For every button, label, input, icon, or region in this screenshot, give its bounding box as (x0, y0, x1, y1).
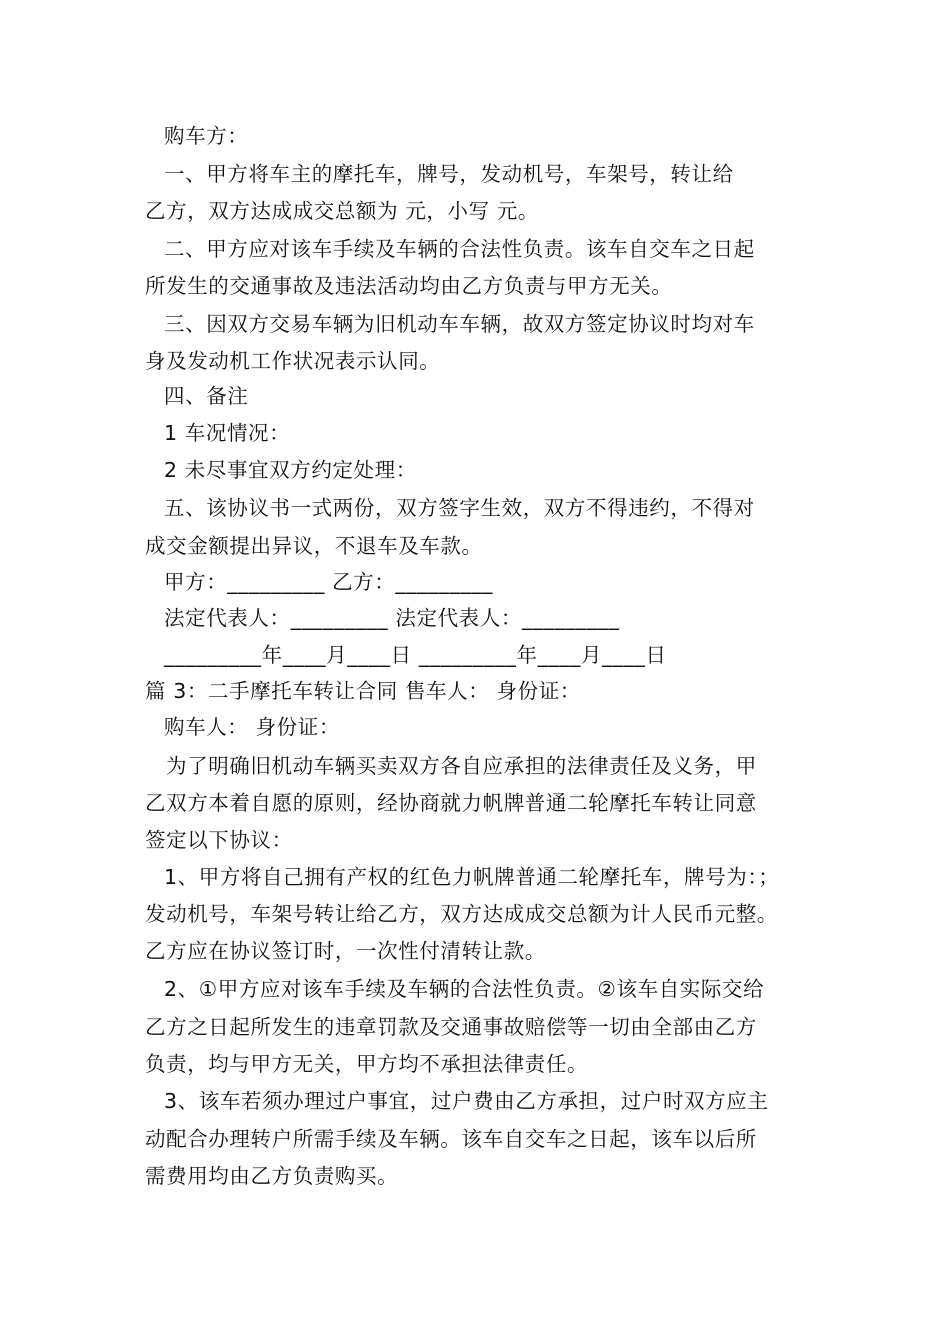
article-3-line-1: 3、该车若须办理过户事宜，过户费由乙方承担，过户时双方应主 (164, 1089, 769, 1113)
preamble-line-3: 签定以下协议： (145, 828, 293, 852)
clause-3-line-2: 身及发动机工作状况表示认同。 (145, 349, 441, 373)
article-1-line-1: 1、甲方将自己拥有产权的红色力帆牌普通二轮摩托车，牌号为：； (164, 865, 780, 889)
clause-1-line-2: 乙方，双方达成成交总额为 元，小写 元。 (145, 199, 540, 223)
buyer-label-line: 购车方： (164, 124, 249, 148)
date-line: _________年____月____日 _________年____月____日 (164, 643, 667, 667)
party-signature-line: 甲方：_________ 乙方：_________ (164, 570, 494, 594)
article-2-line-3: 负责，均与甲方无关，甲方均不承担法律责任。 (145, 1052, 589, 1076)
clause-5-line-2: 成交金额提出异议，不退车及车款。 (145, 534, 483, 558)
clause-5-line-1: 五、该协议书一式两份，双方签字生效，双方不得违约，不得对 (164, 496, 755, 520)
remark-2-line: 2 未尽事宜双方约定处理： (164, 458, 417, 482)
preamble-line-1: 为了明确旧机动车辆买卖双方各自应承担的法律责任及义务，甲 (166, 754, 757, 778)
article-1-line-3: 乙方应在协议签订时，一次性付清转让款。 (145, 939, 546, 963)
clause-2-line-2: 所发生的交通事故及违法活动均由乙方负责与甲方无关。 (145, 274, 673, 298)
buyer-id-line: 购车人： 身份证： (164, 715, 340, 739)
article-3-line-2: 动配合办理转户所需手续及车辆。该车自交车之日起，该车以后所 (145, 1127, 757, 1151)
section-3-title-line: 篇 3：二手摩托车转让合同 售车人： 身份证： (145, 679, 581, 703)
article-1-line-2: 发动机号，车架号转让给乙方，双方达成成交总额为计人民币元整。 (145, 902, 778, 926)
remark-1-line: 1 车况情况： (164, 421, 291, 445)
clause-1-line-1: 一、甲方将车主的摩托车，牌号，发动机号，车架号，转让给 (164, 162, 734, 186)
clause-3-line-1: 三、因双方交易车辆为旧机动车车辆，故双方签定协议时均对车 (164, 312, 755, 336)
preamble-line-2: 乙双方本着自愿的原则，经协商就力帆牌普通二轮摩托车转让同意 (145, 791, 757, 815)
representative-signature-line: 法定代表人：_________ 法定代表人：_________ (164, 606, 620, 630)
clause-2-line-1: 二、甲方应对该车手续及车辆的合法性负责。该车自交车之日起 (164, 237, 755, 261)
article-2-line-2: 乙方之日起所发生的违章罚款及交通事故赔偿等一切由全部由乙方 (145, 1015, 757, 1039)
article-2-line-1: 2、①甲方应对该车手续及车辆的合法性负责。②该车自实际交给 (164, 977, 765, 1001)
clause-4-heading: 四、备注 (164, 384, 249, 408)
article-3-line-3: 需费用均由乙方负责购买。 (145, 1164, 399, 1188)
